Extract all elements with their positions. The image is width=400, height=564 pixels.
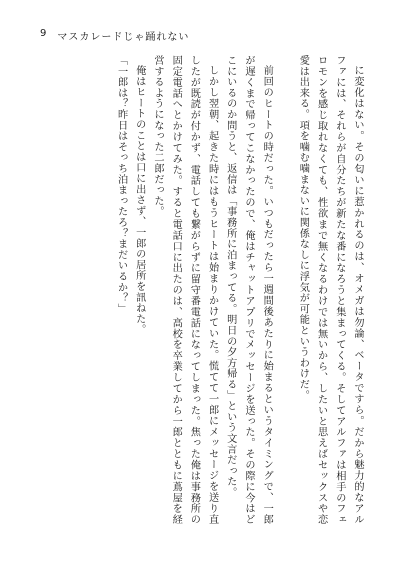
paragraph: に変化はない。その匂いに惹かれるのは、オメガは勿論、ベータですら。だから魅力的なアルファには、それらが自分たちが新たな番になろうと集まってくる。そしてアルファは相手のフェロモンを感じ取れなくても、性欲まで無くなるわけでは無いから、したいと思えばセックスや恋愛は出来る。項を噛む噛まないに関係なしに浮気が可能というわけだ。 xyxy=(297,55,363,525)
paragraph: 前回のヒートの時だった。いつもだったら一週間後あたりに始まるというタイミングで、一郎が遅くまで帰ってこなかったので、俺はチャットアプリでメッセージを送った。その際に今はどこにいるのか問うと、返信は「事務所に泊まってる。明日の夕方帰る」という文言だった。 xyxy=(224,55,273,525)
dialogue-line: 「一郎は？昨日はそっち泊まったろ？まだいるか？」 xyxy=(115,55,127,315)
body-text xyxy=(36,55,366,525)
page-number: 9 xyxy=(40,28,48,39)
paragraph: 俺はヒートのことは口に出さず、一郎の居所を訊ねた。 xyxy=(133,65,145,336)
paragraph: しかし翌朝、起きた時にはもうヒートは始まりかけていた。慌てて一郎にメッセージを送り直したが既読が付かず、電話しても繋がらずに留守番電話になってしまった。焦った俺は事務所の固定電話へとかけてみた。すると電話口に出たのは、高校を卒業してから一郎とともに蔦屋を経営するようになった二郎だった。 xyxy=(151,55,218,525)
page-header xyxy=(40,28,189,43)
book-title: マスカレードじゃ踊れない xyxy=(57,32,190,43)
